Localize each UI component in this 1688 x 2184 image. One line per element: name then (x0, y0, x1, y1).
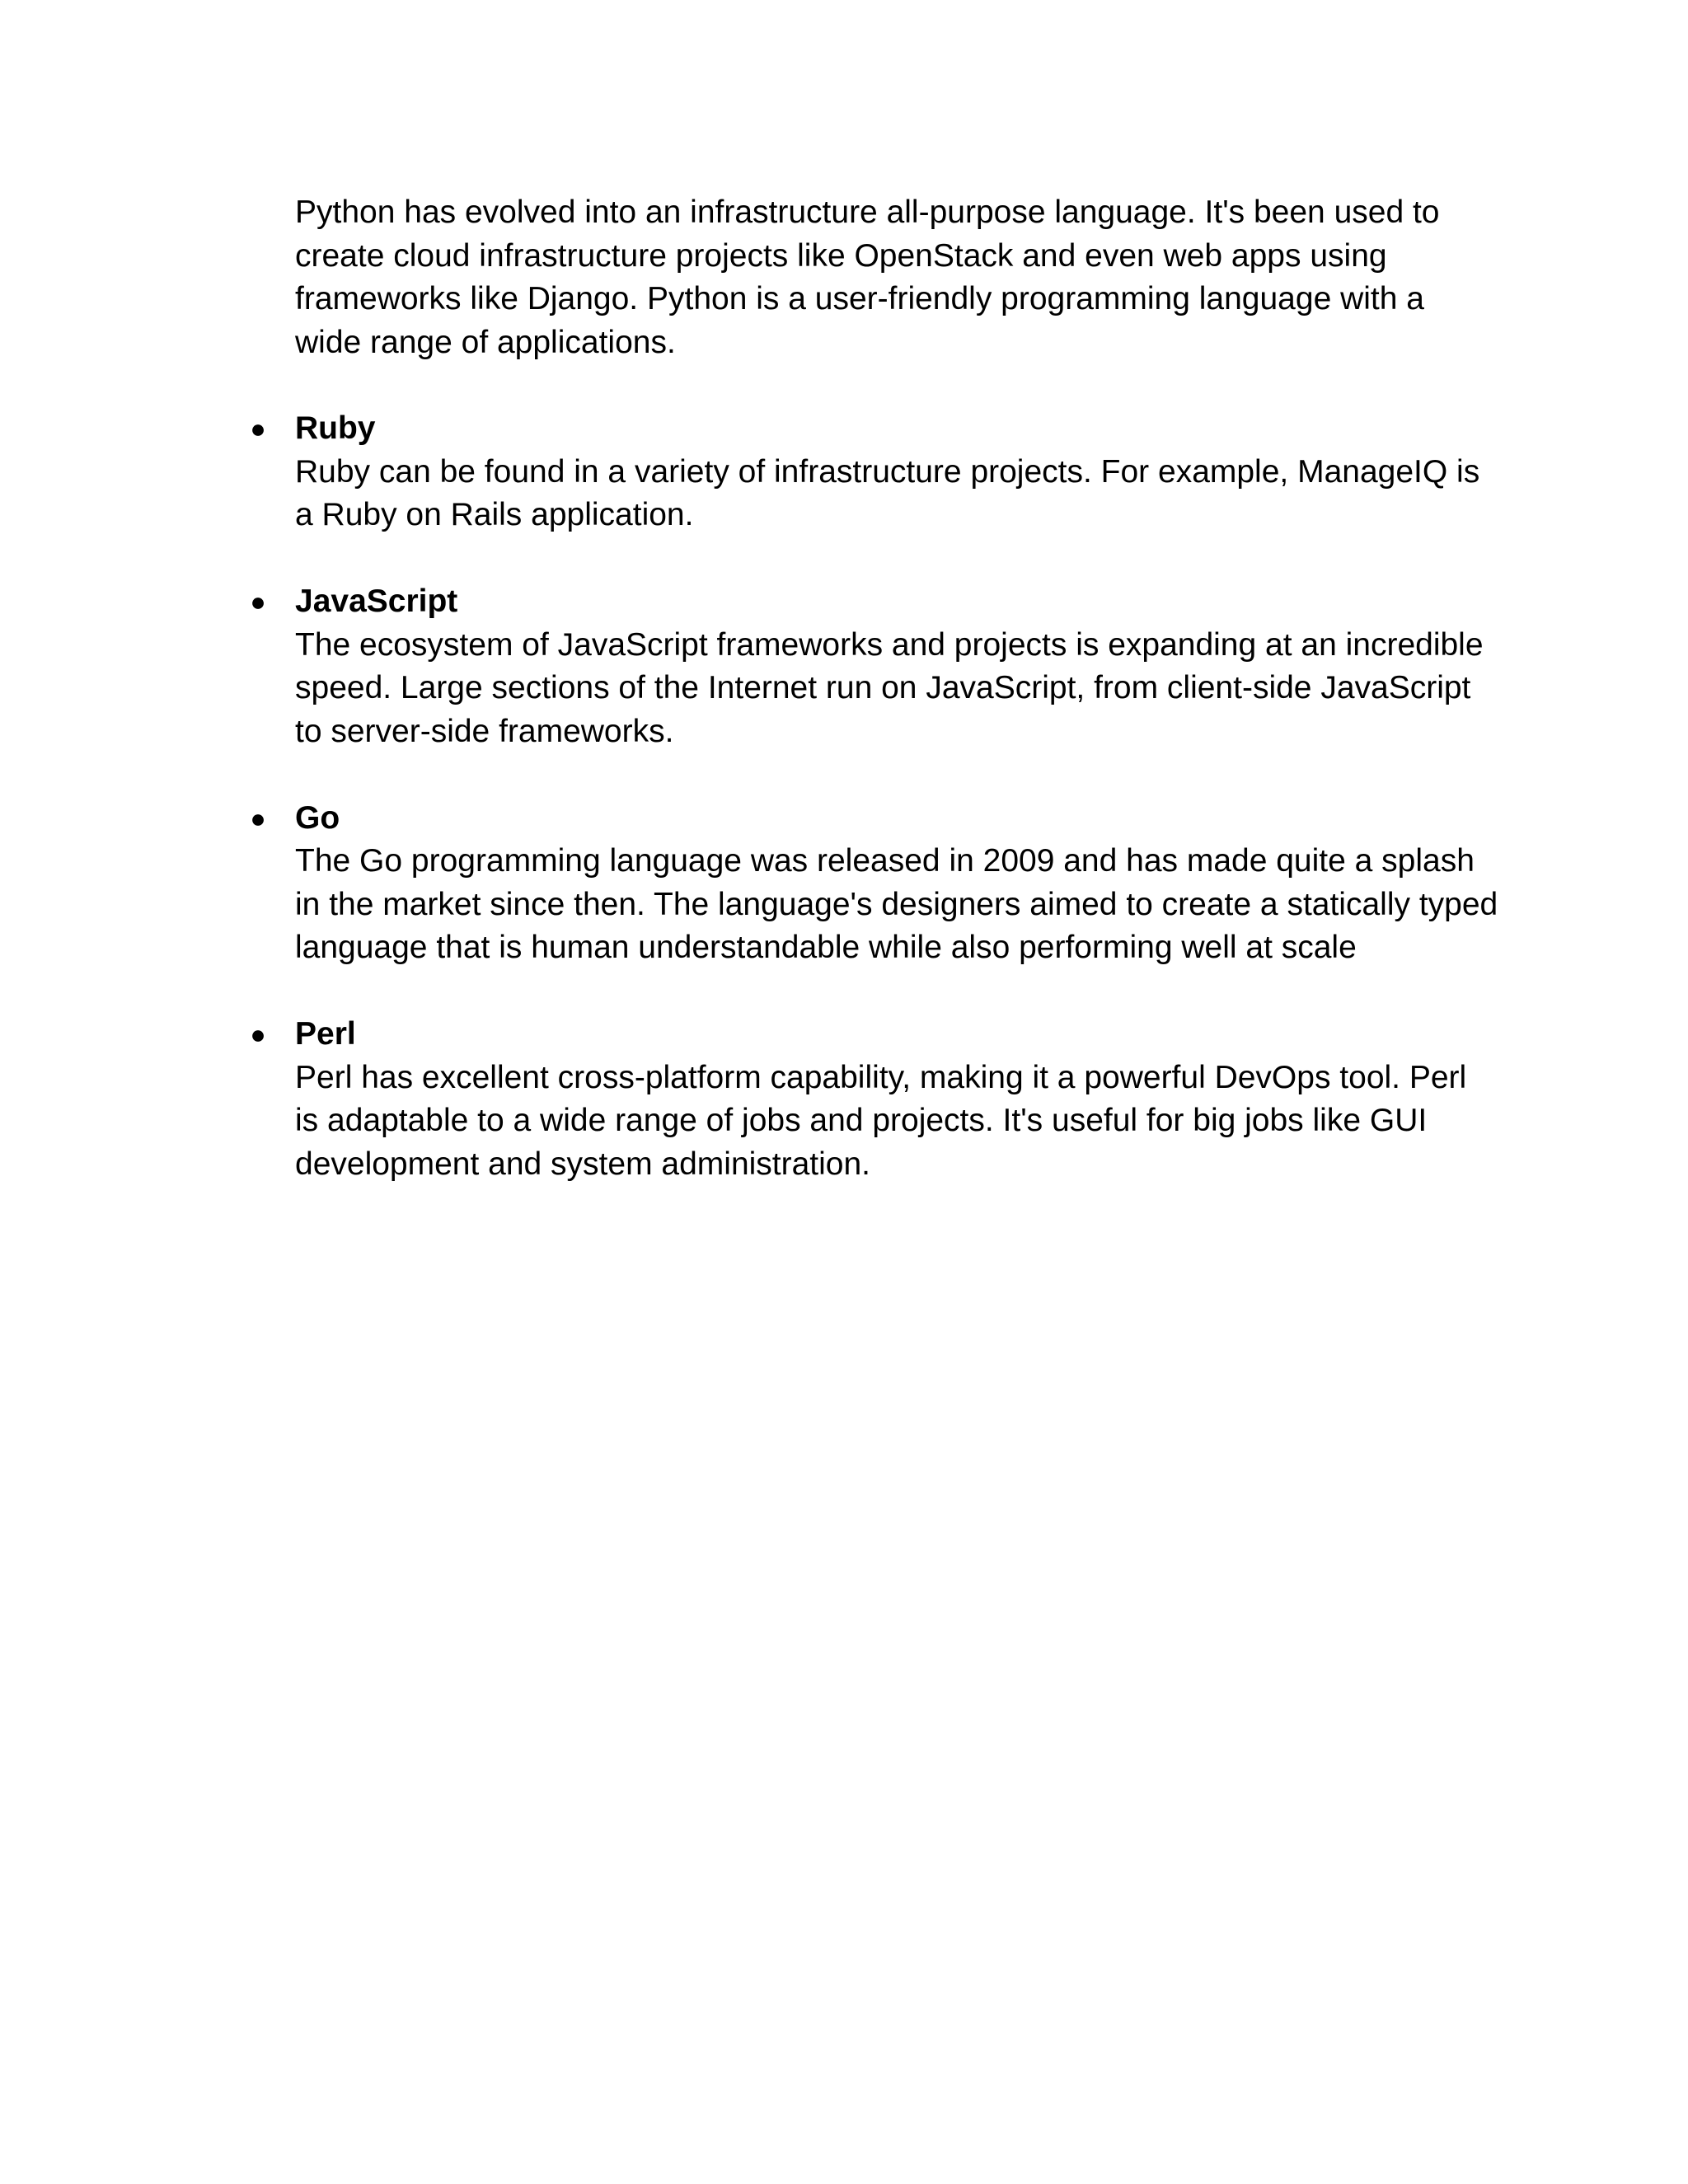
bullet-icon: ● (250, 1019, 266, 1049)
item-title: JavaScript (295, 583, 458, 619)
bullet-icon: ● (250, 587, 266, 616)
bullet-icon: ● (250, 414, 266, 443)
item-title: Go (295, 799, 340, 836)
list-item-ruby (250, 407, 1498, 537)
item-description: The Go programming language was released in 2009 and has made quite a splash in the market since then. The language's designers aimed to create a statically typed language that is human understandable while also performing well at scale (295, 843, 1498, 965)
item-description: The ecosystem of JavaScript frameworks and projects is expanding at an incredible speed. Large sections of the Internet run on JavaScript, from client-side JavaScript to server-side frameworks. (295, 626, 1484, 749)
intro-paragraph: Python has evolved into an infrastructure all-purpose language. It's been used to create cloud infrastructure projects like OpenStack and even web apps using frameworks like Django. Python is a user-friendly programming language with a wide range of applications. (295, 194, 1440, 360)
list-item-javascript (250, 580, 1498, 753)
item-description: Ruby can be found in a variety of infrastructure projects. For example, ManageIQ is a Ruby on Rails application. (295, 453, 1480, 532)
bullet-icon: ● (250, 803, 266, 833)
item-title: Ruby (295, 410, 376, 446)
document-content (250, 191, 1498, 1186)
item-title: Perl (295, 1016, 356, 1052)
language-list (250, 407, 1498, 1186)
item-description: Perl has excellent cross-platform capability, making it a powerful DevOps tool. Perl is adaptable to a wide range of jobs and projects. It's useful for big jobs like GUI development and system administration. (295, 1059, 1467, 1182)
list-item-perl (250, 1013, 1498, 1186)
list-item-go (250, 797, 1498, 970)
